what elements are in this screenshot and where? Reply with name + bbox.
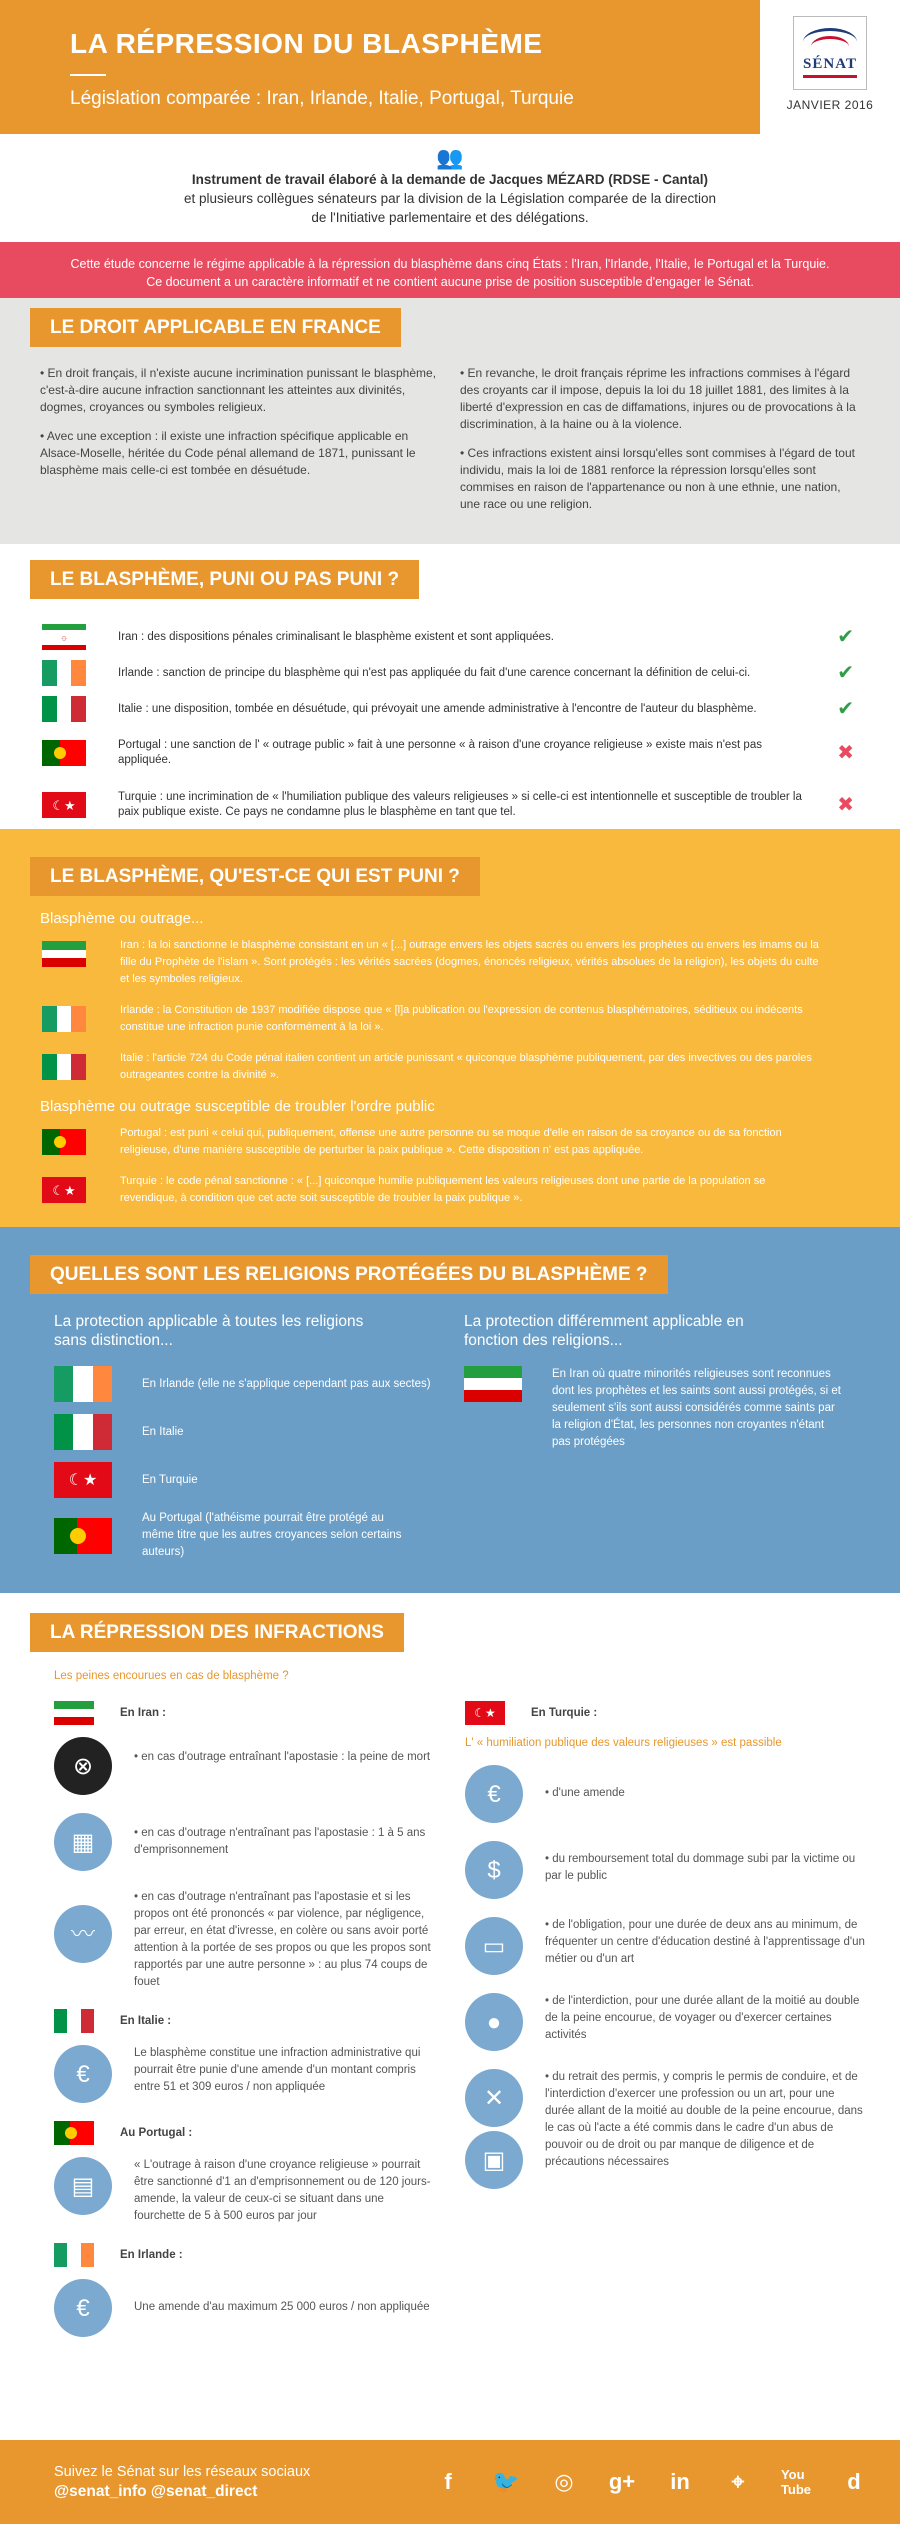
penalty-text-iran-2: • en cas d'outrage n'entraînant pas l'apostasie : 1 à 5 ans d'emprisonnement — [134, 1827, 426, 1856]
logo-text: SÉNAT — [803, 56, 857, 72]
country-label-irlande: En Irlande : — [120, 2249, 183, 2261]
check-icon: ✔ — [837, 697, 854, 720]
country-turquie — [465, 1701, 885, 1725]
dailymotion-icon[interactable]: d — [847, 2469, 861, 2494]
portugal-flag-icon — [54, 2121, 94, 2145]
senat-logo — [793, 16, 867, 90]
person-icon: ● — [465, 1993, 523, 2051]
youtube-icon[interactable]: You Tube — [780, 2467, 812, 2497]
country-portugal — [54, 2121, 454, 2145]
penalty-text-turquie-2: • du remboursement total du dommage subi par la victime ou par le public — [545, 1853, 856, 1882]
religions-row-portugal — [54, 1510, 464, 1561]
iran-flag-icon — [42, 941, 86, 967]
disclaimer — [0, 242, 900, 298]
section-title-repression: LA RÉPRESSION DES INFRACTIONS — [30, 1613, 404, 1652]
ireland-flag-icon — [42, 660, 86, 686]
penalty-iran-3 — [54, 1889, 454, 1991]
quoi-heading-1: Blasphème ou outrage... — [40, 910, 204, 927]
social-links — [430, 2464, 872, 2500]
facebook-icon[interactable]: f — [444, 2469, 452, 2494]
penalty-text-iran-1: • en cas d'outrage entraînant l'apostasie : la peine de mort — [134, 1751, 431, 1763]
page-subtitle: Législation comparée : Iran, Irlande, Italie, Portugal, Turquie — [70, 88, 574, 109]
prison-icon: ▦ — [54, 1813, 112, 1871]
footer-line1: Suivez le Sénat sur les réseaux sociaux — [54, 2464, 311, 2480]
header-banner — [0, 0, 760, 134]
france-p4: • Ces infractions existent ainsi lorsqu'elles sont commises à l'égard de tout individu, mais la loi de 1881 renforce la répression lorsqu'elles sont commises en raison de l'appartenance ou non à une ethnie, une nation, une race ou une religion. — [460, 446, 855, 511]
section-repression — [0, 1593, 900, 2401]
religions-row-iran — [464, 1366, 874, 1451]
iran-flag-icon: ۞ — [42, 624, 86, 650]
country-irlande — [54, 2243, 454, 2267]
country-label-iran: En Iran : — [120, 1707, 167, 1719]
penalty-iran-2 — [54, 1813, 454, 1871]
penalty-iran-1 — [54, 1737, 454, 1795]
puni-row-iran — [0, 619, 900, 655]
turkey-flag-icon: ☾★ — [465, 1701, 505, 1725]
puni-text-irlande: Irlande : sanction de principe du blasphème qui n'est pas appliquée du fait d'une carence concernant la définition de celui-ci. — [118, 666, 751, 679]
portugal-flag-icon — [42, 740, 86, 766]
folder-icon: ▭ — [465, 1917, 523, 1975]
check-icon: ✔ — [837, 661, 854, 684]
title-rule — [70, 74, 106, 76]
linkedin-icon[interactable]: in — [670, 2469, 690, 2494]
puni-text-italie: Italie : une disposition, tombée en désuétude, qui prévoyait une amende administrative à l'encontre de l'auteur du blasphème. — [118, 702, 757, 715]
puni-row-irlande — [0, 655, 900, 691]
portugal-flag-icon — [54, 1518, 112, 1554]
quoi-text-italie: Italie : l'article 724 du Code pénal italien contient un article punissant « quiconque blasphème publiquement, par des invectives ou des paroles outrageantes contre la divinité ». — [120, 1052, 812, 1081]
religions-row-irlande — [54, 1366, 464, 1402]
forbidden-tools-icon: ✕ — [465, 2069, 523, 2127]
euro-coin-icon: € — [54, 2279, 112, 2337]
country-label-italie: En Italie : — [120, 2015, 172, 2027]
country-iran — [54, 1701, 454, 1725]
penalty-italie — [54, 2045, 454, 2103]
quoi-heading-2: Blasphème ou outrage susceptible de troubler l'ordre public — [40, 1098, 435, 1115]
turkey-flag-icon: ☾★ — [42, 1177, 86, 1203]
france-p1: • En droit français, il n'existe aucune incrimination punissant le blasphème, c'est-à-dire aucune infraction sanctionnant les atteintes aux divinités, dogmes, croyances ou symboles religieux. — [40, 366, 437, 414]
quoi-row-iran — [0, 937, 900, 988]
quoi-row-portugal — [0, 1125, 900, 1159]
puni-row-turquie — [0, 779, 900, 831]
italy-flag-icon — [54, 2009, 94, 2033]
country-italie — [54, 2009, 454, 2033]
disclaimer-line1: Cette étude concerne le régime applicable à la répression du blasphème dans cinq États : l'Iran, l'Irlande, l'Italie, le Portugal et la Turquie. — [70, 257, 830, 271]
penalty-irlande — [54, 2279, 454, 2337]
section-title-quoi: LE BLASPHÈME, QU'EST-CE QUI EST PUNI ? — [30, 857, 480, 896]
noose-icon: ⊗ — [54, 1737, 112, 1795]
religions-text-turquie: En Turquie — [142, 1473, 198, 1486]
logo-stripe — [803, 75, 857, 78]
intro — [0, 134, 900, 242]
religions-text-iran: En Iran où quatre minorités religieuses sont reconnues dont les prophètes et les saints sont aussi protégés, si et seulement s'ils sont aussi considérés comme saints par la religion d'État, les personnes non croyantes n'étant pas protégées — [552, 1368, 841, 1448]
penalty-text-turquie-4: • de l'interdiction, pour une durée allant de la moitié au double de la peine encourue, de voyager ou d'exercer certaines activités — [545, 1995, 860, 2041]
footer-text — [54, 2462, 384, 2502]
section-france — [0, 298, 900, 544]
penalty-text-iran-3: • en cas d'outrage n'entraînant pas l'apostasie et si les propos ont été prononcés « par violence, par négligence, par erreur, en état d'ivresse, en colère ou sans avoir porté attention à la portée de ses propos ou que les propos sont rapportés par une autre personne » : au plus 74 coups de fouet — [134, 1891, 431, 1988]
puni-text-portugal: Portugal : une sanction de l' « outrage public » fait à une personne « à raison d'une croyance religieuse » existe mais n'est pas appliquée. — [118, 739, 762, 766]
religions-left-heading: La protection applicable à toutes les religions sans distinction... — [54, 1313, 364, 1349]
penalty-turquie-3 — [465, 1917, 885, 1975]
calendar-icon: ▤ — [54, 2157, 112, 2215]
section-puni — [0, 544, 900, 829]
portugal-flag-icon — [42, 1129, 86, 1155]
puni-row-italie — [0, 691, 900, 727]
penalty-turquie-2 — [465, 1841, 885, 1899]
repression-right — [465, 1701, 885, 2207]
penalty-turquie-5 — [465, 2069, 885, 2189]
publication-date: JANVIER 2016 — [786, 98, 874, 112]
header-logo-area — [760, 0, 900, 134]
quoi-row-turquie — [0, 1173, 900, 1207]
italy-flag-icon — [42, 696, 86, 722]
disclaimer-line2: Ce document a un caractère informatif et ne contient aucune prise de position susceptible d'engager le Sénat. — [146, 275, 754, 289]
intro-line1: Instrument de travail élaboré à la demande de Jacques MÉZARD (RDSE - Cantal) — [191, 172, 709, 187]
footer — [0, 2440, 900, 2524]
quoi-row-italie — [0, 1050, 900, 1084]
section-quoi — [0, 829, 900, 1227]
religions-left — [54, 1312, 464, 1573]
ireland-flag-icon — [42, 1006, 86, 1032]
turkey-flag-icon: ☾★ — [54, 1462, 112, 1498]
quoi-row-irlande — [0, 1002, 900, 1036]
cross-icon: ✖ — [837, 793, 854, 816]
map-pin-icon[interactable]: ⌖ — [731, 2469, 745, 2494]
section-title-france: LE DROIT APPLICABLE EN FRANCE — [30, 308, 401, 347]
page-title: LA RÉPRESSION DU BLASPHÈME — [70, 28, 543, 59]
turkey-flag-icon: ☾★ — [42, 792, 86, 818]
turquie-subtitle: L' « humiliation publique des valeurs religieuses » est passible — [465, 1737, 782, 1749]
puni-text-iran: Iran : des dispositions pénales criminalisant le blasphème existent et sont appliquées. — [118, 630, 554, 643]
penalty-turquie-4 — [465, 1993, 885, 2051]
twitter-icon[interactable]: 🐦 — [492, 2469, 520, 2494]
logo-arcs-icon — [803, 28, 857, 56]
puni-row-portugal — [0, 727, 900, 779]
quoi-text-irlande: Irlande : la Constitution de 1937 modifiée dispose que « [l]a publication ou l'expression de contenus blasphématoires, séditieux ou indécents constitue une infraction punie conformément à la loi ». — [120, 1004, 803, 1033]
iran-flag-icon — [54, 1701, 94, 1725]
repression-left — [54, 1701, 454, 2355]
penalty-text-turquie-1: • d'une amende — [545, 1787, 625, 1799]
header — [0, 0, 900, 134]
quoi-text-iran: Iran : la loi sanctionne le blasphème consistant en un « [...] outrage envers les objets sacrés ou envers les prophètes ou envers les imams ou la fille du Prophète de l'islam ». Sont protégés : les vérités sacrées (dogmes, énoncés religieux, vérités absolues de la religion), les objets du culte et les symboles religieux. — [120, 939, 819, 985]
section-religions — [0, 1227, 900, 1593]
penalty-portugal — [54, 2157, 454, 2225]
puni-text-turquie: Turquie : une incrimination de « l'humiliation publique des valeurs religieuses » si celle-ci est intentionnelle et susceptible de troubler la paix publique existe. Ce pays ne condamne plus le blasphème en tant que tel. — [118, 791, 802, 818]
quoi-text-turquie: Turquie : le code pénal sanctionne : « [...] quiconque humilie publiquement les valeurs religieuses dont une partie de la population se revendique, à condition que cet acte soit susceptible de troubler la paix publique ». — [120, 1175, 766, 1204]
religions-row-italie — [54, 1414, 464, 1450]
people-icon: 👥 — [436, 145, 464, 170]
iran-flag-icon — [464, 1366, 522, 1402]
religions-text-irlande: En Irlande (elle ne s'applique cependant pas aux sectes) — [142, 1377, 431, 1390]
euro-note-icon: € — [54, 2045, 112, 2103]
penalty-text-portugal: « L'outrage à raison d'une croyance religieuse » pourrait être sanctionné d'1 an d'emprisonnement ou de 120 jours-amende, la valeur de ceux-ci se situant dans une fourchette de 5 à 500 euros par jour — [134, 2159, 431, 2222]
footer-handles[interactable]: @senat_info @senat_direct — [54, 2483, 258, 2500]
money-bag-icon: $ — [465, 1841, 523, 1899]
repression-subtitle: Les peines encourues en cas de blasphème ? — [54, 1670, 289, 1682]
religions-text-portugal: Au Portugal (l'athéisme pourrait être protégé au même titre que les autres croyances selon certains auteurs) — [142, 1512, 402, 1558]
banknote-icon: € — [465, 1765, 523, 1823]
penalty-text-turquie-3: • de l'obligation, pour une durée de deux ans au minimum, de fréquenter un centre d'éducation destiné à l'apprentissage d'un métier ou d'un art — [545, 1919, 865, 1965]
religions-right-heading: La protection différemment applicable en fonction des religions... — [464, 1313, 744, 1349]
id-card-icon: ▣ — [465, 2131, 523, 2189]
country-label-turquie: En Turquie : — [531, 1707, 598, 1719]
quoi-text-portugal: Portugal : est puni « celui qui, publiquement, offense une autre personne ou se moque d'elle en raison de sa croyance ou de sa fonction religieuse, d'une manière susceptible de perturber la paix publique ». Cette disposition n' est pas appliquée. — [120, 1127, 782, 1156]
ireland-flag-icon — [54, 2243, 94, 2267]
ireland-flag-icon — [54, 1366, 112, 1402]
france-p3: • En revanche, le droit français réprime les infractions commises à l'égard des croyants car il impose, depuis la loi du 18 juillet 1881, des limites à la liberté d'expression en cas de diffamations, injures ou de provocations à la discrimination, à la haine ou à la violence. — [460, 366, 856, 431]
intro-line2: et plusieurs collègues sénateurs par la division de la Législation comparée de la direction — [183, 191, 717, 206]
google-plus-icon[interactable]: g+ — [608, 2469, 636, 2494]
country-label-portugal: Au Portugal : — [120, 2127, 193, 2139]
religions-row-turquie — [54, 1462, 464, 1498]
instagram-icon[interactable]: ◎ — [554, 2469, 574, 2494]
penalty-text-turquie-5: • du retrait des permis, y compris le permis de conduire, et de l'interdiction d'exercer une profession ou un art, pour une durée allant de la moitié au double de la peine encourue, dans le cas où l'acte a été commis dans le cadre d'un abus de pouvoir ou de droit ou par manque de diligence et de précautions nécessaires — [545, 2071, 863, 2168]
section-title-religions: QUELLES SONT LES RELIGIONS PROTÉGÉES DU BLASPHÈME ? — [30, 1255, 668, 1294]
cross-icon: ✖ — [837, 741, 854, 764]
penalty-turquie-1 — [465, 1765, 885, 1823]
intro-line3: de l'Initiative parlementaire et des délégations. — [311, 210, 589, 225]
religions-right — [464, 1312, 874, 1573]
religions-text-italie: En Italie — [142, 1425, 184, 1438]
check-icon: ✔ — [837, 625, 854, 648]
italy-flag-icon — [54, 1414, 112, 1450]
france-p2: • Avec une exception : il existe une infraction spécifique applicable en Alsace-Moselle, héritée du Code pénal allemand de 1871, punissant le blasphème mais celle-ci est tombée en désuétude. — [40, 429, 416, 477]
penalty-text-irlande: Une amende d'au maximum 25 000 euros / non appliquée — [134, 2301, 430, 2313]
italy-flag-icon — [42, 1054, 86, 1080]
section-title-puni: LE BLASPHÈME, PUNI OU PAS PUNI ? — [30, 560, 419, 599]
penalty-text-italie: Le blasphème constitue une infraction administrative qui pourrait être punie d'une amende d'un montant compris entre 51 et 309 euros / non appliquée — [134, 2047, 421, 2093]
whip-icon: 〰 — [54, 1905, 112, 1963]
